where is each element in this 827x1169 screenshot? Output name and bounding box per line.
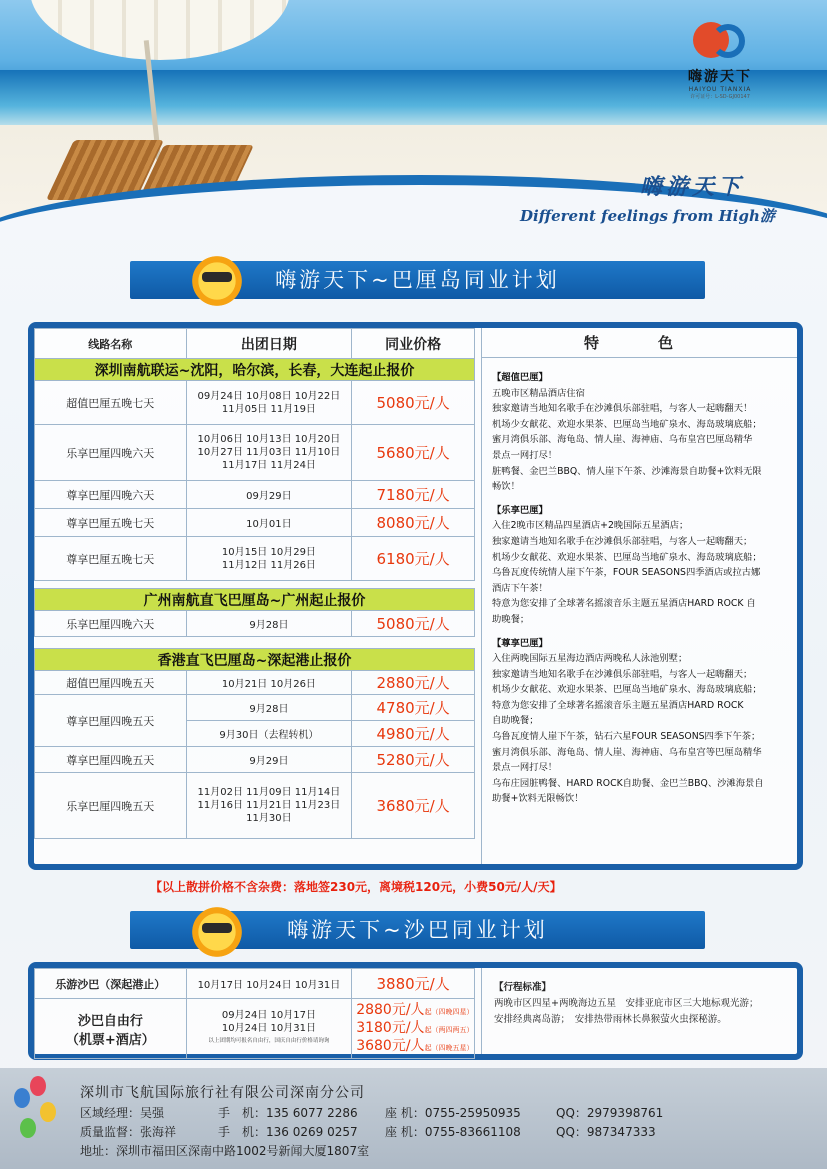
contact-mobile: 手 机：136 0269 0257 (218, 1125, 358, 1139)
features-text (482, 358, 797, 807)
table-row (35, 381, 475, 425)
feature-line: 景点一网打尽！ (492, 449, 558, 461)
feature-line: 蜜月湾俱乐部、海龟岛、情人崖、海神庙、乌布皇宫等巴厘岛精华 (492, 746, 762, 758)
route-name: 尊享巴厘四晚五天 (35, 747, 187, 773)
price: 5680元/人 (352, 425, 475, 481)
table-row (35, 999, 475, 1059)
contact-qq: QQ：987347333 (556, 1125, 656, 1139)
departure-dates: 09月24日 10月17日 10月24日 10月31日 以上团期均可报名自由行，国庆自由行价格请询询 (186, 999, 352, 1059)
departure-dates: 9月28日 (186, 611, 352, 637)
contact-landline: 座 机：0755-83661108 (385, 1125, 521, 1139)
price: 3880元/人 (352, 969, 475, 999)
feature-line: 助晚餐； (492, 613, 530, 625)
departure-dates: 11月02日 11月09日 11月14日 11月16日 11月21日 11月23日 11月30日 (186, 773, 352, 839)
feature-heading: 【尊享巴厘】 (492, 637, 548, 649)
departure-dates: 09月24日 10月08日 10月22日 11月05日 11月19日 (186, 381, 352, 425)
feature-line: 独家邀请当地知名歌手在沙滩俱乐部驻唱，与客人一起嗨翻天； (492, 668, 753, 680)
table-row (35, 537, 475, 581)
route-name: 乐享巴厘四晚六天 (35, 611, 187, 637)
price-tag: 起（四晚五星） (424, 1043, 474, 1052)
price: 5280元/人 (352, 747, 475, 773)
table-row (35, 671, 475, 695)
price: 8080元/人 (352, 509, 475, 537)
features-column (481, 328, 797, 864)
sabah-features (481, 968, 797, 1054)
extra-fees-note: 【以上散拼价格不含杂费：落地签230元，离境税120元，小费50元/人/天】 (150, 880, 562, 894)
contact-mobile: 手 机：135 6077 2286 (218, 1106, 358, 1120)
route-name: 乐享巴厘四晚六天 (35, 425, 187, 481)
feature-line: 酒店下午茶！ (492, 582, 548, 594)
feature-line: 特意为您安排了全球著名摇滚音乐主题五星酒店HARD ROCK 自 (492, 598, 756, 610)
departure-dates: 9月29日 (186, 747, 352, 773)
balloon-icon (30, 1076, 46, 1096)
departure-dates: 10月21日 10月26日 (186, 671, 352, 695)
group-heading: 香港直飞巴厘岛~深起港止报价 (35, 649, 475, 671)
table-row (35, 695, 475, 721)
feature-heading: 【乐享巴厘】 (492, 504, 548, 516)
bali-section-title: 嗨游天下~巴厘岛同业计划 (130, 261, 705, 299)
route-name: 尊享巴厘四晚五天 (35, 695, 187, 747)
sabah-section-title: 嗨游天下~沙巴同业计划 (130, 911, 705, 949)
bali-price-table (34, 328, 475, 839)
table-row (35, 611, 475, 637)
company-name: 深圳市飞航国际旅行社有限公司深南分公司 (80, 1085, 365, 1101)
sun-mascot-icon (188, 903, 246, 961)
feature-line: 入住2晚市区精品四星酒店+2晚国际五星酒店； (492, 520, 689, 532)
route-name: 尊享巴厘五晚七天 (35, 537, 187, 581)
group-heading: 广州南航直飞巴厘岛~广州起止报价 (35, 589, 475, 611)
feature-line: 入住两晚国际五星海边酒店两晚私人泳池别墅； (492, 653, 688, 665)
feature-line: 乌鲁瓦度传统情人崖下午茶，FOUR SEASONS四季酒店或拉古娜 (492, 567, 761, 579)
table-row (35, 509, 475, 537)
departure-dates: 10月06日 10月13日 10月20日 10月27日 11月03日 11月10日 11月17日 11月24日 (186, 425, 352, 481)
contact-qq: QQ：2979398761 (556, 1106, 664, 1120)
price: 4980元/人 (352, 721, 475, 747)
price: 5080元/人 (352, 381, 475, 425)
contact-landline: 座 机：0755-25950935 (385, 1106, 521, 1120)
price: 4780元/人 (352, 695, 475, 721)
route-name: 乐游沙巴（深起港止） (35, 969, 187, 999)
address: 地址：深圳市福田区深南中路1002号新闻大厦1807室 (80, 1144, 370, 1158)
price: 3680元/人 (356, 1037, 425, 1054)
sabah-price-panel (28, 962, 803, 1060)
route-name: 尊享巴厘五晚七天 (35, 509, 187, 537)
departure-dates: 09月29日 (186, 481, 352, 509)
footer (0, 1068, 827, 1169)
group-heading: 深圳南航联运~沈阳，哈尔滨，长春，大连起止报价 (35, 359, 475, 381)
brand-logo (660, 18, 780, 108)
price: 6180元/人 (352, 537, 475, 581)
feature-line: 机场少女献花、欢迎水果茶、巴厘岛当地矿泉水、海岛玻璃底船； (492, 684, 762, 696)
feature-line: 脏鸭餐、金巴兰BBQ、情人崖下午茶、沙滩海景自助餐+饮料无限 (492, 465, 762, 477)
route-name: 超值巴厘四晚五天 (35, 671, 187, 695)
balloon-icon (40, 1102, 56, 1122)
departure-dates: 10月17日 10月24日 10月31日 (186, 969, 352, 999)
group-heading-row (35, 359, 475, 381)
feature-line: 畅饮！ (492, 481, 520, 493)
feature-line: 蜜月湾俱乐部、海龟岛、情人崖、海神庙、乌布皇宫巴厘岛精华 (492, 434, 753, 446)
price: 3680元/人 (352, 773, 475, 839)
date-note: 以上团期均可报名自由行，国庆自由行价格请询询 (208, 1038, 330, 1044)
feature-line: 两晚市区四星+两晚海边五星 安排亚庇市区三大地标观光游； (494, 998, 759, 1009)
feature-line: 自助晚餐； (492, 715, 539, 727)
feature-line: 机场少女献花、欢迎水果茶、巴厘岛当地矿泉水、海岛玻璃底船； (492, 551, 762, 563)
group-heading-row (35, 589, 475, 611)
feature-line: 五晚市区精品酒店住宿 (492, 387, 585, 399)
column-header-route: 线路名称 (35, 329, 187, 359)
table-header-row (35, 329, 475, 359)
departure-dates: 10月15日 10月29日 11月12日 11月26日 (186, 537, 352, 581)
logo-subtext: HAIYOU TIANXIA (688, 86, 752, 93)
route-name: 乐享巴厘四晚五天 (35, 773, 187, 839)
departure-dates: 9月30日（去程转机） (186, 721, 352, 747)
feature-line: 机场少女献花、欢迎水果茶、巴厘岛当地矿泉水、海岛玻璃底船； (492, 418, 762, 430)
price: 2880元/人 (356, 1001, 425, 1018)
logo-text: 嗨游天下 (688, 69, 752, 85)
table-row (35, 747, 475, 773)
sun-mascot-icon (188, 252, 246, 310)
beach-umbrella-image (30, 0, 290, 60)
sabah-price-table (34, 968, 475, 1059)
feature-line: 独家邀请当地知名歌手在沙滩俱乐部驻唱，与客人一起嗨翻天！ (492, 403, 753, 415)
price: 7180元/人 (352, 481, 475, 509)
bali-price-panel (28, 322, 803, 870)
price-tiers (352, 999, 475, 1059)
logo-mark-icon (685, 18, 755, 66)
column-header-dates: 出团日期 (186, 329, 352, 359)
table-row (35, 773, 475, 839)
table-row (35, 969, 475, 999)
route-name: 超值巴厘五晚七天 (35, 381, 187, 425)
contact-role: 质量监督：张海祥 (80, 1125, 177, 1139)
table-row (35, 481, 475, 509)
feature-heading: 【行程标准】 (494, 982, 552, 993)
feature-line: 助餐+饮料无限畅饮！ (492, 793, 584, 805)
price-tag: 起（两四两五） (424, 1025, 474, 1034)
slogan-english: Different feelings from High游 (520, 207, 775, 225)
spacer-row (35, 637, 475, 649)
column-header-price: 同业价格 (352, 329, 475, 359)
feature-heading: 【超值巴厘】 (492, 372, 548, 383)
departure-dates: 9月28日 (186, 695, 352, 721)
feature-line: 乌布庄园脏鸭餐、HARD ROCK自助餐、金巴兰BBQ、沙滩海景自 (492, 777, 764, 789)
group-heading-row (35, 649, 475, 671)
balloon-icon (14, 1088, 30, 1108)
contact-role: 区域经理：吴强 (80, 1106, 165, 1120)
table-row (35, 425, 475, 481)
balloon-icon (20, 1118, 36, 1138)
price: 3180元/人 (356, 1019, 425, 1036)
spacer-row (35, 581, 475, 589)
slogan-chinese: 嗨游天下 (640, 174, 745, 200)
route-name: 尊享巴厘四晚六天 (35, 481, 187, 509)
feature-line: 特意为您安排了全球著名摇滚音乐主题五星酒店HARD ROCK (492, 699, 744, 711)
price: 2880元/人 (352, 671, 475, 695)
price: 5080元/人 (352, 611, 475, 637)
departure-dates: 10月01日 (186, 509, 352, 537)
route-name: 沙巴自由行 （机票+酒店） (35, 999, 187, 1059)
price-tag: 起（四晚四星） (424, 1007, 474, 1016)
license-number: 许可证号：L-SD-GJ00147 (690, 94, 750, 100)
feature-line: 景点一网打尽！ (492, 762, 558, 774)
feature-line: 乌鲁瓦度情人崖下午茶，钻石六星FOUR SEASONS四季下午茶； (492, 731, 761, 743)
column-header-features: 特 色 (482, 328, 797, 358)
feature-line: 独家邀请当地知名歌手在沙滩俱乐部驻唱，与客人一起嗨翻天； (492, 535, 753, 547)
feature-line: 安排经典离岛游； 安排热带雨林长鼻猴萤火虫探秘游。 (494, 1014, 727, 1025)
